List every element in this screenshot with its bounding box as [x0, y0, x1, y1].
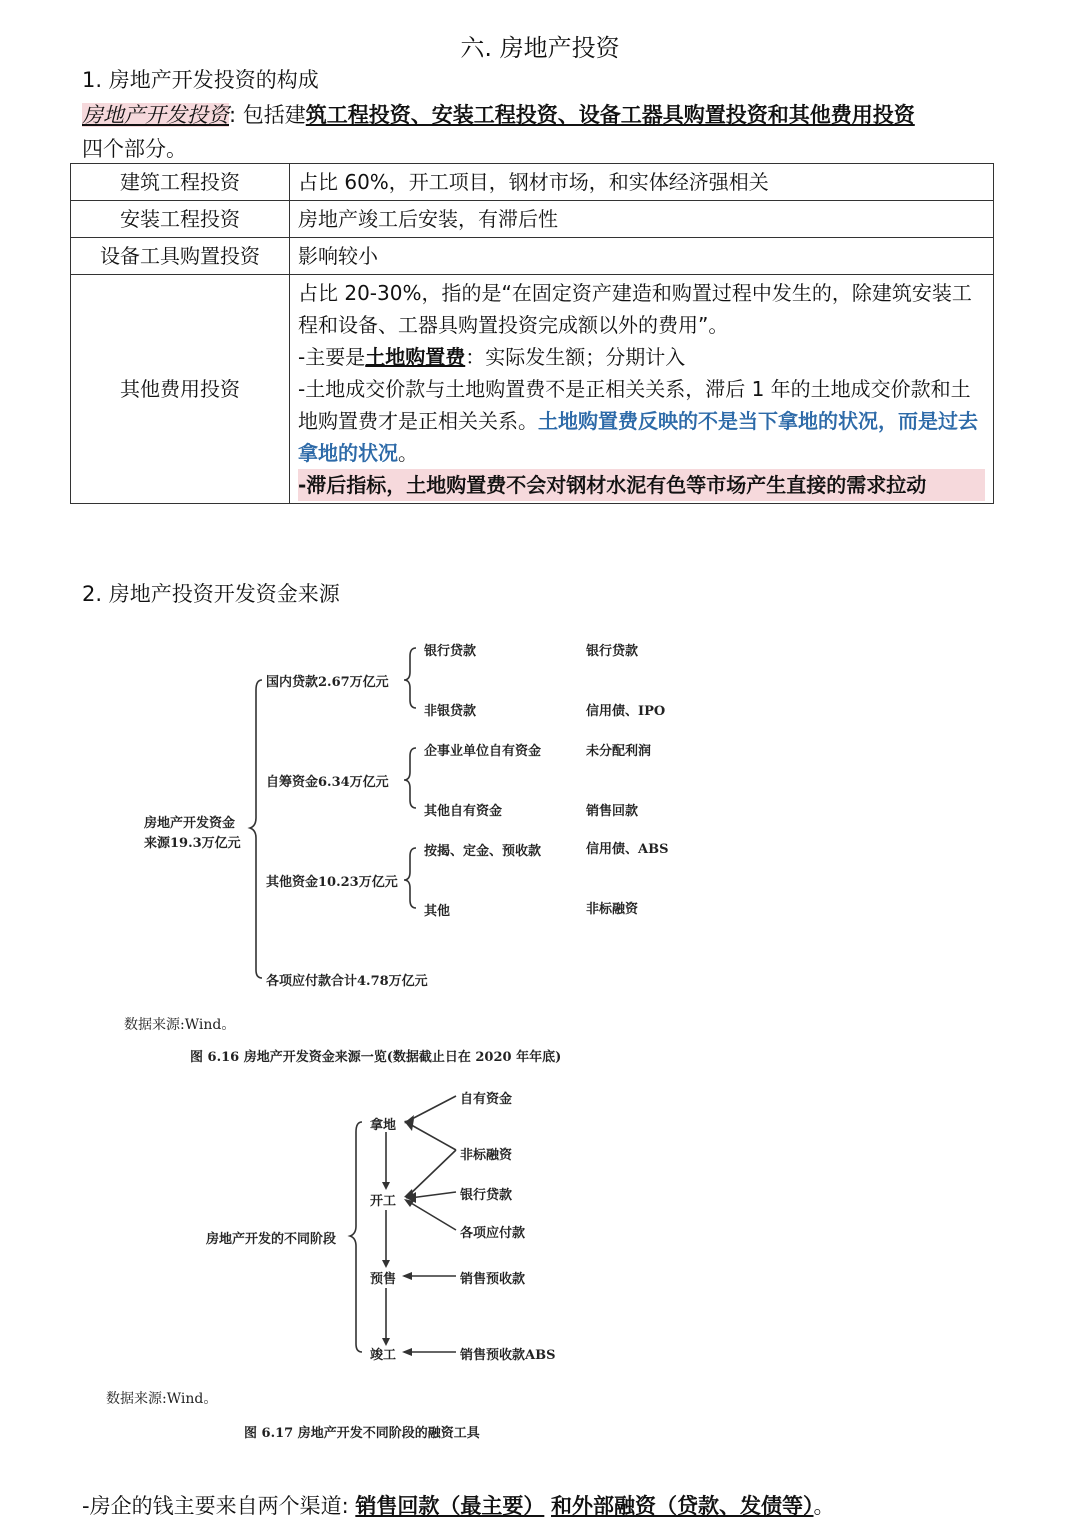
fig2-stage: 竣工 — [370, 1348, 397, 1363]
row-key: 其他费用投资 — [71, 275, 290, 504]
fig1-sub: 企事业单位自有资金 — [424, 744, 542, 759]
row-value: 房地产竣工后安装，有滞后性 — [290, 201, 994, 238]
row-key: 设备工具购置投资 — [71, 238, 290, 275]
fig1-sub: 其他自有资金 — [424, 804, 503, 819]
fig1-sub: 按揭、定金、预收款 — [424, 844, 542, 859]
fig1-root-line1: 房地产开发资金 — [144, 816, 236, 831]
fig2-tool: 销售预收款 — [460, 1272, 526, 1287]
fig1-tool: 信用债、IPO — [586, 704, 666, 719]
row-key: 安装工程投资 — [71, 201, 290, 238]
fig2-stage: 开工 — [370, 1194, 397, 1209]
section1-heading: 1. 房地产开发投资的构成 — [82, 68, 319, 92]
row-key: 建筑工程投资 — [71, 164, 290, 201]
section2-heading: 2. 房地产投资开发资金来源 — [82, 582, 340, 606]
intro-mid: : 包括建 — [229, 103, 306, 127]
bottom-b2: 和外部融资（贷款、发债等） — [551, 1494, 814, 1518]
fig2-tool: 自有资金 — [460, 1092, 513, 1107]
fig2-tool: 销售预收款ABS — [460, 1348, 556, 1363]
fig2-tool: 各项应付款 — [460, 1226, 526, 1241]
fig1-tool: 未分配利润 — [586, 744, 652, 759]
fig1-sub: 银行贷款 — [424, 644, 477, 659]
fig1-branch: 其他资金10.23万亿元 — [266, 875, 398, 890]
fig2-source: 数据来源:Wind。 — [106, 1391, 218, 1407]
p3-end: 。 — [398, 441, 418, 465]
fig2-stage: 拿地 — [370, 1118, 397, 1133]
row-value: 影响较小 — [290, 238, 994, 275]
intro-end: 四个部分。 — [82, 137, 187, 161]
other-p1: 占比 20-30%，指的是“在固定资产建造和购置过程中发生的，除建筑安装工程和设备、工器具购置投资完成额以外的费用”。 — [298, 281, 972, 337]
bottom-note — [82, 1490, 835, 1520]
fig1-caption: 图 6.16 房地产开发资金来源一览(数据截止日在 2020 年年底) — [190, 1050, 562, 1065]
fig1-branch: 各项应付款合计4.78万亿元 — [266, 974, 428, 989]
fig1-sub: 其他 — [424, 904, 451, 919]
fig1-branch: 国内贷款2.67万亿元 — [266, 675, 389, 690]
bottom-end: 。 — [813, 1494, 835, 1518]
row-value: 占比 60%，开工项目，钢材市场，和实体经济强相关 — [290, 164, 994, 201]
fig1-root-line2: 来源19.3万亿元 — [144, 836, 241, 851]
bottom-b1: 销售回款（最主要） — [355, 1494, 545, 1518]
p3-blue: 土地购置费反映的不是当下拿地的状况，而是过去拿地的状况 — [298, 409, 978, 465]
page-title: 六. 房地产投资 — [460, 34, 620, 62]
fig1-source: 数据来源:Wind。 — [124, 1017, 236, 1033]
bottom-mid — [544, 1494, 551, 1518]
fig2-caption: 图 6.17 房地产开发不同阶段的融资工具 — [244, 1426, 480, 1441]
fig1-tool: 销售回款 — [586, 804, 639, 819]
fig1-sub: 非银贷款 — [424, 704, 477, 719]
fig2-tool: 银行贷款 — [460, 1188, 513, 1203]
fig2-tool: 非标融资 — [460, 1148, 513, 1163]
fig2-root: 房地产开发的不同阶段 — [206, 1232, 337, 1247]
p2-pre: -主要是 — [298, 345, 366, 369]
fig1-branch: 自筹资金6.34万亿元 — [266, 775, 389, 790]
bottom-pre: -房企的钱主要来自两个渠道: — [82, 1494, 356, 1518]
intro-term: 房地产开发投资 — [82, 103, 229, 127]
other-p4: -滞后指标，土地购置费不会对钢材水泥有色等市场产生直接的需求拉动 — [298, 469, 985, 501]
p2-bold: 土地购置费 — [365, 345, 466, 369]
fig1-tool: 银行贷款 — [586, 644, 639, 659]
fig1-tool: 非标融资 — [586, 902, 639, 917]
fig1-tool: 信用债、ABS — [586, 842, 669, 857]
p2-post: ：实际发生额；分期计入 — [465, 345, 686, 369]
fig2-stage: 预售 — [370, 1272, 397, 1287]
intro-bold: 筑工程投资、安装工程投资、设备工器具购置投资和其他费用投资 — [305, 103, 915, 127]
p3-text: -土地成交价款与土地购置费不是正相关关系，滞后 1 年的土地成交价款和土地购置费才是正相关关系。 — [298, 377, 971, 433]
